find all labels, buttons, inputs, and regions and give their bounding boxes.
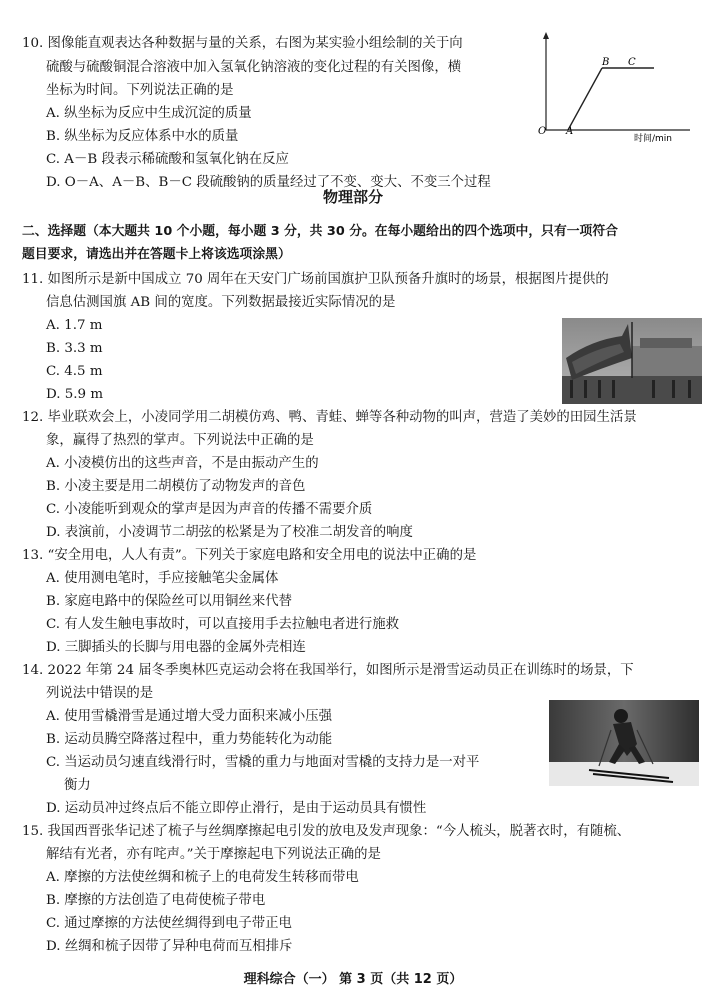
q15-stem-line-2: 解结有光者，亦有咤声。”关于摩擦起电下列说法正确的是	[46, 847, 381, 862]
q14-option-d: D. 运动员冲过终点后不能立即停止滑行，是由于运动员具有惯性	[46, 801, 427, 816]
graph-label-a: A	[566, 126, 574, 137]
q10-option-d: D. O－A、A－B、B－C 段硫酸钠的质量经过了不变、变大、不变三个过程	[46, 175, 491, 190]
q15-option-a: A. 摩擦的方法使丝绸和梳子上的电荷发生转移而带电	[46, 870, 359, 885]
graph-segment-ab	[568, 68, 602, 130]
q15-option-b: B. 摩擦的方法创造了电荷使梳子带电	[46, 893, 266, 908]
q12-option-b: B. 小凌主要是用二胡模仿了动物发声的音色	[46, 479, 306, 494]
q15-stem-line-1: 15. 我国西晋张华记述了梳子与丝绸摩擦起电引发的放电及发声现象：“今人梳头，脱著衣时，有随梳、	[22, 824, 631, 839]
q14-option-b: B. 运动员腾空降落过程中，重力势能转化为动能	[46, 732, 333, 747]
q10-option-a: A. 纵坐标为反应中生成沉淀的质量	[46, 106, 252, 121]
q14-option-c: C. 当运动员匀速直线滑行时，雪橇的重力与地面对雪橇的支持力是一对平	[46, 755, 480, 770]
q14-stem-line-1: 14. 2022 年第 24 届冬季奥林匹克运动会将在我国举行，如图所示是滑雪运动员正在训练时的场景，下	[22, 663, 634, 678]
q12-stem-line-1: 12. 毕业联欢会上，小凌同学用二胡模仿鸡、鸭、青蛙、蝉等各种动物的叫声，营造了美妙的田园生活景	[22, 410, 637, 425]
graph-label-o: O	[538, 126, 547, 137]
q10-stem-line-1: 10. 图像能直观表达各种数据与量的关系，右图为某实验小组绘制的关于向	[22, 36, 463, 51]
q13-stem-line-1: 13. “安全用电，人人有责”。下列关于家庭电路和安全用电的说法中正确的是	[22, 548, 477, 563]
flag-ceremony-photo	[562, 318, 702, 404]
y-axis-arrow	[543, 32, 549, 39]
q13-option-b: B. 家庭电路中的保险丝可以用铜丝来代替	[46, 594, 292, 609]
q12-stem-line-2: 象，赢得了热烈的掌声。下列说法中正确的是	[46, 433, 314, 448]
q10-option-c: C. A－B 段表示稀硫酸和氢氧化钠在反应	[46, 152, 289, 167]
page-footer: 理科综合（一） 第 3 页（共 12 页）	[243, 972, 463, 987]
q13-option-c: C. 有人发生触电事故时，可以直接用手去拉触电者进行施救	[46, 617, 400, 632]
section-header-line-2: 题目要求，请选出并在答题卡上将该选项涂黑）	[22, 247, 291, 262]
graph-label-c: C	[628, 57, 636, 68]
q13-option-d: D. 三脚插头的长脚与用电器的金属外壳相连	[46, 640, 306, 655]
q10-graph	[530, 30, 698, 160]
q10-option-b: B. 纵坐标为反应体系中水的质量	[46, 129, 239, 144]
q10-stem-line-3: 坐标为时间。下列说法正确的是	[46, 83, 234, 98]
section-title: 物理部分	[322, 188, 383, 206]
q11-option-c: C. 4.5 m	[46, 364, 103, 379]
q11-option-b: B. 3.3 m	[46, 341, 103, 356]
q15-option-c: C. 通过摩擦的方法使丝绸得到电子带正电	[46, 916, 292, 931]
q12-option-a: A. 小凌模仿出的这些声音，不是由振动产生的	[46, 456, 319, 471]
skier-photo	[549, 700, 699, 786]
q14-option-a: A. 使用雪橇滑雪是通过增大受力面积来减小压强	[46, 709, 332, 724]
q15-option-d: D. 丝绸和梳子因带了异种电荷而互相排斥	[46, 939, 293, 954]
q11-stem-line-1: 11. 如图所示是新中国成立 70 周年在天安门广场前国旗护卫队预备升旗时的场景，根据图片提供的	[22, 272, 609, 287]
q13-option-a: A. 使用测电笔时，手应接触笔尖金属体	[46, 571, 279, 586]
q12-option-c: C. 小凌能听到观众的掌声是因为声音的传播不需要介质	[46, 502, 373, 517]
section-header-line-1: 二、选择题（本大题共 10 个小题，每小题 3 分，共 30 分。在每小题给出的四个选项中，只有一项符合	[22, 224, 618, 239]
q10-stem-line-2: 硫酸与硫酸铜混合溶液中加入氢氧化钠溶液的变化过程的有关图像，横	[46, 60, 462, 75]
q11-stem-line-2: 信息估测国旗 AB 间的宽度。下列数据最接近实际情况的是	[46, 295, 396, 310]
q11-option-d: D. 5.9 m	[46, 387, 104, 402]
graph-x-axis-label: 时间/min	[634, 134, 673, 144]
q11-option-a: A. 1.7 m	[46, 318, 103, 333]
graph-label-b: B	[602, 57, 610, 68]
q14-option-c-continued: 衡力	[64, 778, 91, 793]
q12-option-d: D. 表演前，小凌调节二胡弦的松紧是为了校准二胡发音的响度	[46, 525, 413, 540]
q14-stem-line-2: 列说法中错误的是	[46, 686, 154, 701]
